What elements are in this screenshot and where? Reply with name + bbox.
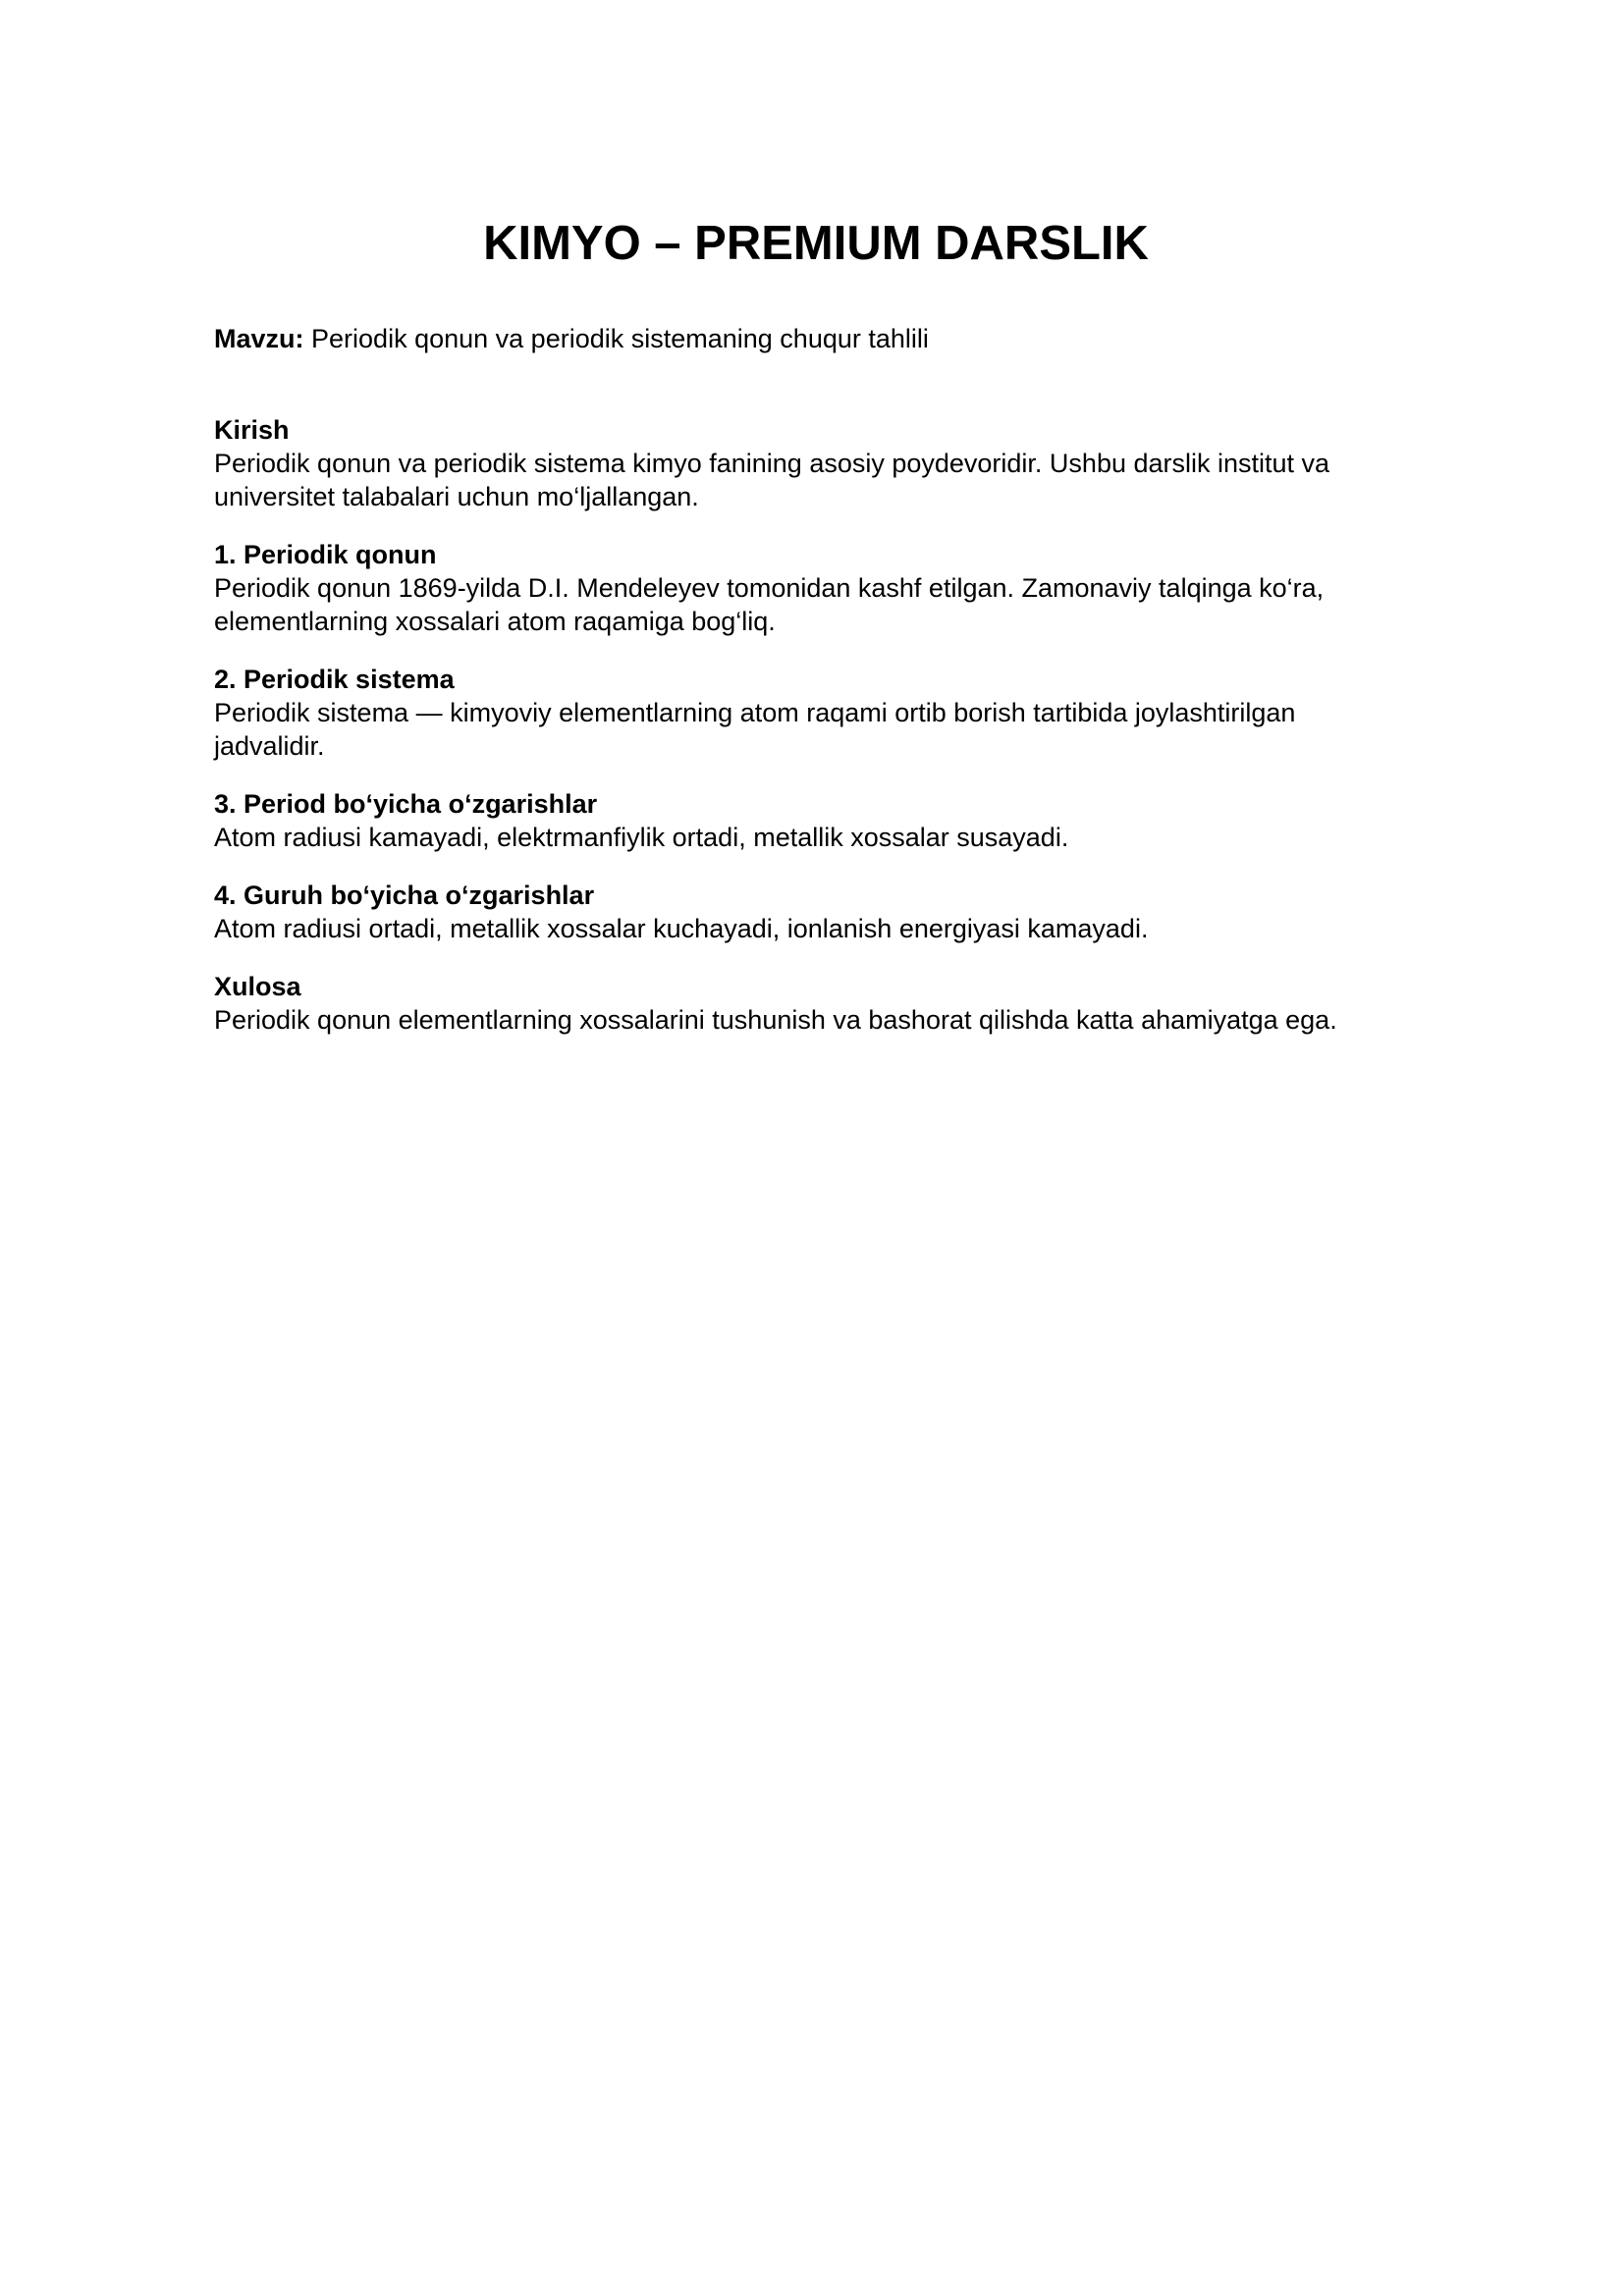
topic-text: Periodik qonun va periodik sistemaning chuqur tahlili bbox=[311, 324, 929, 353]
section-conclusion bbox=[214, 970, 1412, 1037]
section-periodic-system bbox=[214, 663, 1412, 763]
document-content bbox=[214, 322, 1412, 1037]
section-heading: 2. Periodik sistema bbox=[214, 665, 455, 694]
section-heading: Kirish bbox=[214, 415, 290, 445]
section-body: Periodik sistema — kimyoviy elementlarning atom raqami ortib borish tartibida joylashtirilgan jadvalidir. bbox=[214, 698, 1296, 761]
section-body: Periodik qonun va periodik sistema kimyo fanining asosiy poydevoridir. Ushbu darslik institut va universitet talabalari uchun mo‘ljallangan. bbox=[214, 449, 1330, 511]
document-title: KIMYO – PREMIUM DARSLIK bbox=[483, 217, 1149, 270]
section-heading: 1. Periodik qonun bbox=[214, 540, 437, 569]
section-heading: 3. Period bo‘yicha o‘zgarishlar bbox=[214, 789, 598, 819]
section-body: Atom radiusi ortadi, metallik xossalar kuchayadi, ionlanish energiyasi kamayadi. bbox=[214, 914, 1149, 943]
topic-line bbox=[214, 322, 1412, 355]
section-periodic-law bbox=[214, 538, 1412, 638]
section-body: Periodik qonun elementlarning xossalarini tushunish va bashorat qilishda katta ahamiyatga ega. bbox=[214, 1005, 1337, 1035]
section-body: Periodik qonun 1869-yilda D.I. Mendeleyev tomonidan kashf etilgan. Zamonaviy talqinga ko‘ra, elementlarning xossalari atom raqamiga bog‘liq. bbox=[214, 573, 1325, 636]
section-group-changes bbox=[214, 879, 1412, 945]
section-heading: 4. Guruh bo‘yicha o‘zgarishlar bbox=[214, 881, 595, 910]
topic-label: Mavzu: bbox=[214, 324, 304, 353]
section-introduction bbox=[214, 413, 1412, 513]
section-heading: Xulosa bbox=[214, 972, 301, 1001]
section-body: Atom radiusi kamayadi, elektrmanfiylik ortadi, metallik xossalar susayadi. bbox=[214, 823, 1069, 852]
section-period-changes bbox=[214, 787, 1412, 854]
